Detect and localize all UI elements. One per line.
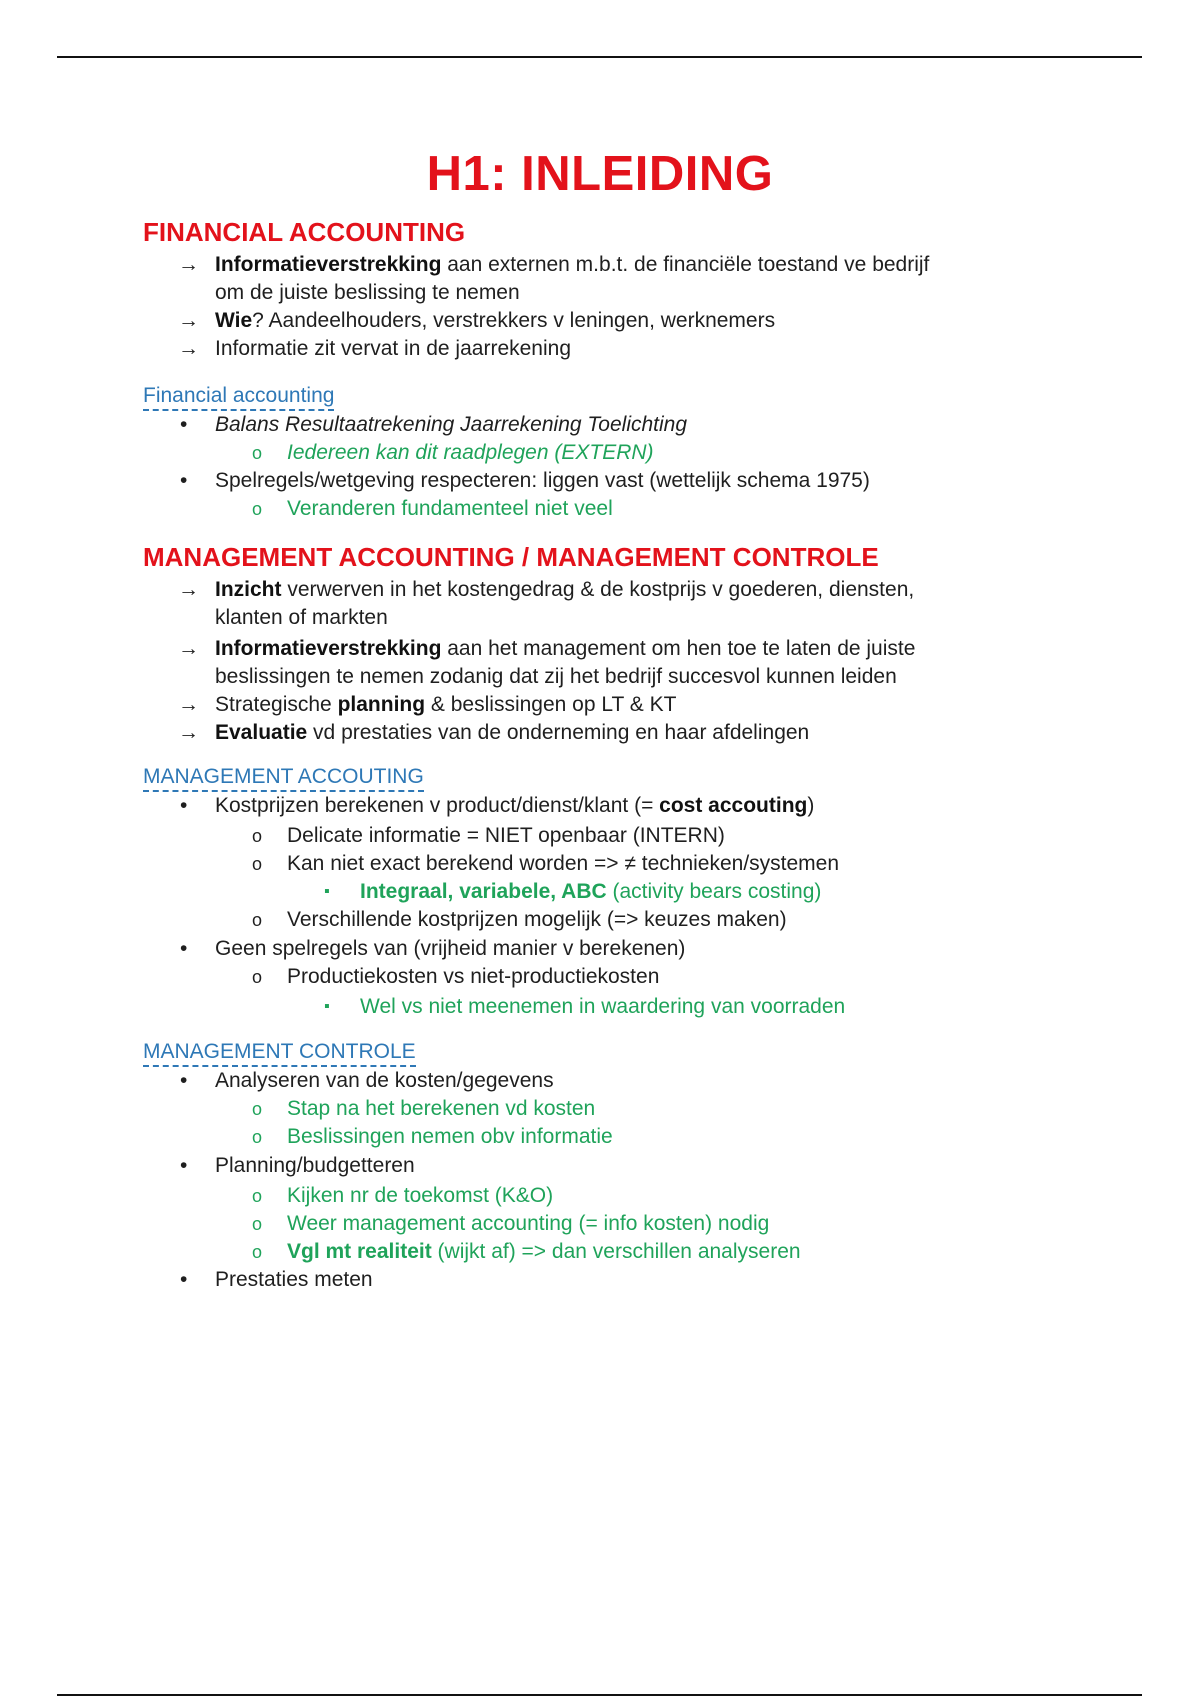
fa-point-1	[215, 251, 929, 279]
arrow-icon: →	[178, 253, 199, 276]
ma-bullet-2: Geen spelregels van (vrijheid manier v berekenen)	[215, 937, 686, 960]
arrow-icon: →	[178, 637, 199, 660]
bullet-icon: •	[180, 1268, 188, 1291]
subheading-financial-accounting: Financial accounting	[143, 383, 334, 411]
text: ? Aandeelhouders, verstrekkers v leningen, werknemers	[252, 309, 776, 332]
circle-bullet-icon: o	[252, 1242, 263, 1262]
fa-bullet-1: Balans Resultaatrekening Jaarrekening Toelichting	[215, 413, 688, 436]
circle-bullet-icon: o	[252, 1214, 263, 1234]
mc-bullet-2-sub-1: Kijken nr de toekomst (K&O)	[287, 1184, 554, 1207]
bullet-icon: •	[180, 1154, 188, 1177]
arrow-icon: →	[178, 309, 199, 332]
header-rule	[57, 56, 1142, 58]
ma-bullet-1-sub-1: Delicate informatie = NIET openbaar (INTERN)	[287, 824, 725, 847]
fa-bullet-2: Spelregels/wetgeving respecteren: liggen vast (wettelijk schema 1975)	[215, 469, 870, 492]
arrow-icon: →	[178, 578, 199, 601]
bold-term: Vgl mt realiteit	[287, 1240, 432, 1263]
bold-term: Evaluatie	[215, 721, 308, 744]
mc-bullet-1-sub-2: Beslissingen nemen obv informatie	[287, 1125, 613, 1148]
text: Kostprijzen berekenen v product/dienst/klant (=	[215, 794, 660, 817]
ma-bullet-1	[215, 792, 814, 820]
circle-bullet-icon: o	[252, 1099, 263, 1119]
bold-term: Informatieverstrekking	[215, 253, 442, 276]
circle-bullet-icon: o	[252, 1186, 263, 1206]
mc-bullet-2-sub-2: Weer management accounting (= info kosten) nodig	[287, 1212, 770, 1235]
text: vd prestaties van de onderneming en haar afdelingen	[307, 721, 810, 744]
mc-bullet-2-sub-3	[287, 1238, 801, 1266]
ma-point-2-cont: beslissingen te nemen zodanig dat zij het bedrijf succesvol kunnen leiden	[215, 665, 897, 688]
bold-term: planning	[337, 693, 426, 716]
heading-management-accounting: MANAGEMENT ACCOUNTING / MANAGEMENT CONTROLE	[143, 542, 879, 572]
ma-point-2	[215, 635, 915, 663]
page-title: H1: INLEIDING	[426, 147, 774, 201]
text: (activity bears costing)	[606, 880, 822, 903]
mc-bullet-1-sub-1: Stap na het berekenen vd kosten	[287, 1097, 596, 1120]
fa-point-3: Informatie zit vervat in de jaarrekening	[215, 337, 572, 360]
circle-bullet-icon: o	[252, 967, 263, 987]
ma-bullet-2-sub-1-sub: Wel vs niet meenemen in waardering van voorraden	[360, 995, 846, 1018]
arrow-icon: →	[178, 721, 199, 744]
circle-bullet-icon: o	[252, 499, 263, 519]
bullet-icon: •	[180, 937, 188, 960]
circle-bullet-icon: o	[252, 826, 263, 846]
text: )	[807, 794, 815, 817]
arrow-icon: →	[178, 693, 199, 716]
mc-bullet-3: Prestaties meten	[215, 1268, 373, 1291]
ma-bullet-1-sub-3: Verschillende kostprijzen mogelijk (=> keuzes maken)	[287, 908, 787, 931]
circle-bullet-icon: o	[252, 1127, 263, 1147]
text: aan externen m.b.t. de financiële toestand ve bedrijf	[441, 253, 930, 276]
fa-bullet-1-sub: Iedereen kan dit raadplegen (EXTERN)	[287, 441, 654, 464]
bold-term: Informatieverstrekking	[215, 637, 442, 660]
square-bullet-icon: ▪	[324, 883, 330, 900]
ma-bullet-2-sub-1: Productiekosten vs niet-productiekosten	[287, 965, 660, 988]
mc-bullet-2: Planning/budgetteren	[215, 1154, 415, 1177]
subheading-management-controle: MANAGEMENT CONTROLE	[143, 1039, 416, 1067]
arrow-icon: →	[178, 337, 199, 360]
fa-point-2	[215, 307, 775, 335]
ma-bullet-1-sub-2-sub	[360, 878, 821, 906]
ma-bullet-1-sub-2: Kan niet exact berekend worden => ≠ technieken/systemen	[287, 852, 840, 875]
bold-term: Wie	[215, 309, 253, 332]
bold-term: Inzicht	[215, 578, 282, 601]
bullet-icon: •	[180, 469, 188, 492]
ma-point-3	[215, 691, 676, 719]
bold-term: cost accouting	[659, 794, 808, 817]
square-bullet-icon: ▪	[324, 998, 330, 1015]
text: aan het management om hen toe te laten de juiste	[441, 637, 916, 660]
mc-bullet-1: Analyseren van de kosten/gegevens	[215, 1069, 554, 1092]
subheading-management-accouting: MANAGEMENT ACCOUTING	[143, 764, 424, 792]
text: (wijkt af) => dan verschillen analyseren	[431, 1240, 801, 1263]
text: verwerven in het kostengedrag & de kostprijs v goederen, diensten,	[281, 578, 915, 601]
text: Strategische	[215, 693, 338, 716]
circle-bullet-icon: o	[252, 854, 263, 874]
footer-rule	[57, 1694, 1142, 1696]
fa-bullet-2-sub: Veranderen fundamenteel niet veel	[287, 497, 613, 520]
bullet-icon: •	[180, 794, 188, 817]
ma-point-1-cont: klanten of markten	[215, 606, 388, 629]
fa-point-1-cont: om de juiste beslissing te nemen	[215, 281, 520, 304]
bullet-icon: •	[180, 1069, 188, 1092]
ma-point-1	[215, 576, 914, 604]
bullet-icon: •	[180, 413, 188, 436]
heading-financial-accounting: FINANCIAL ACCOUNTING	[143, 217, 466, 247]
text: & beslissingen op LT & KT	[425, 693, 677, 716]
circle-bullet-icon: o	[252, 910, 263, 930]
bold-term: Integraal, variabele, ABC	[360, 880, 607, 903]
ma-point-4	[215, 719, 809, 747]
circle-bullet-icon: o	[252, 443, 263, 463]
